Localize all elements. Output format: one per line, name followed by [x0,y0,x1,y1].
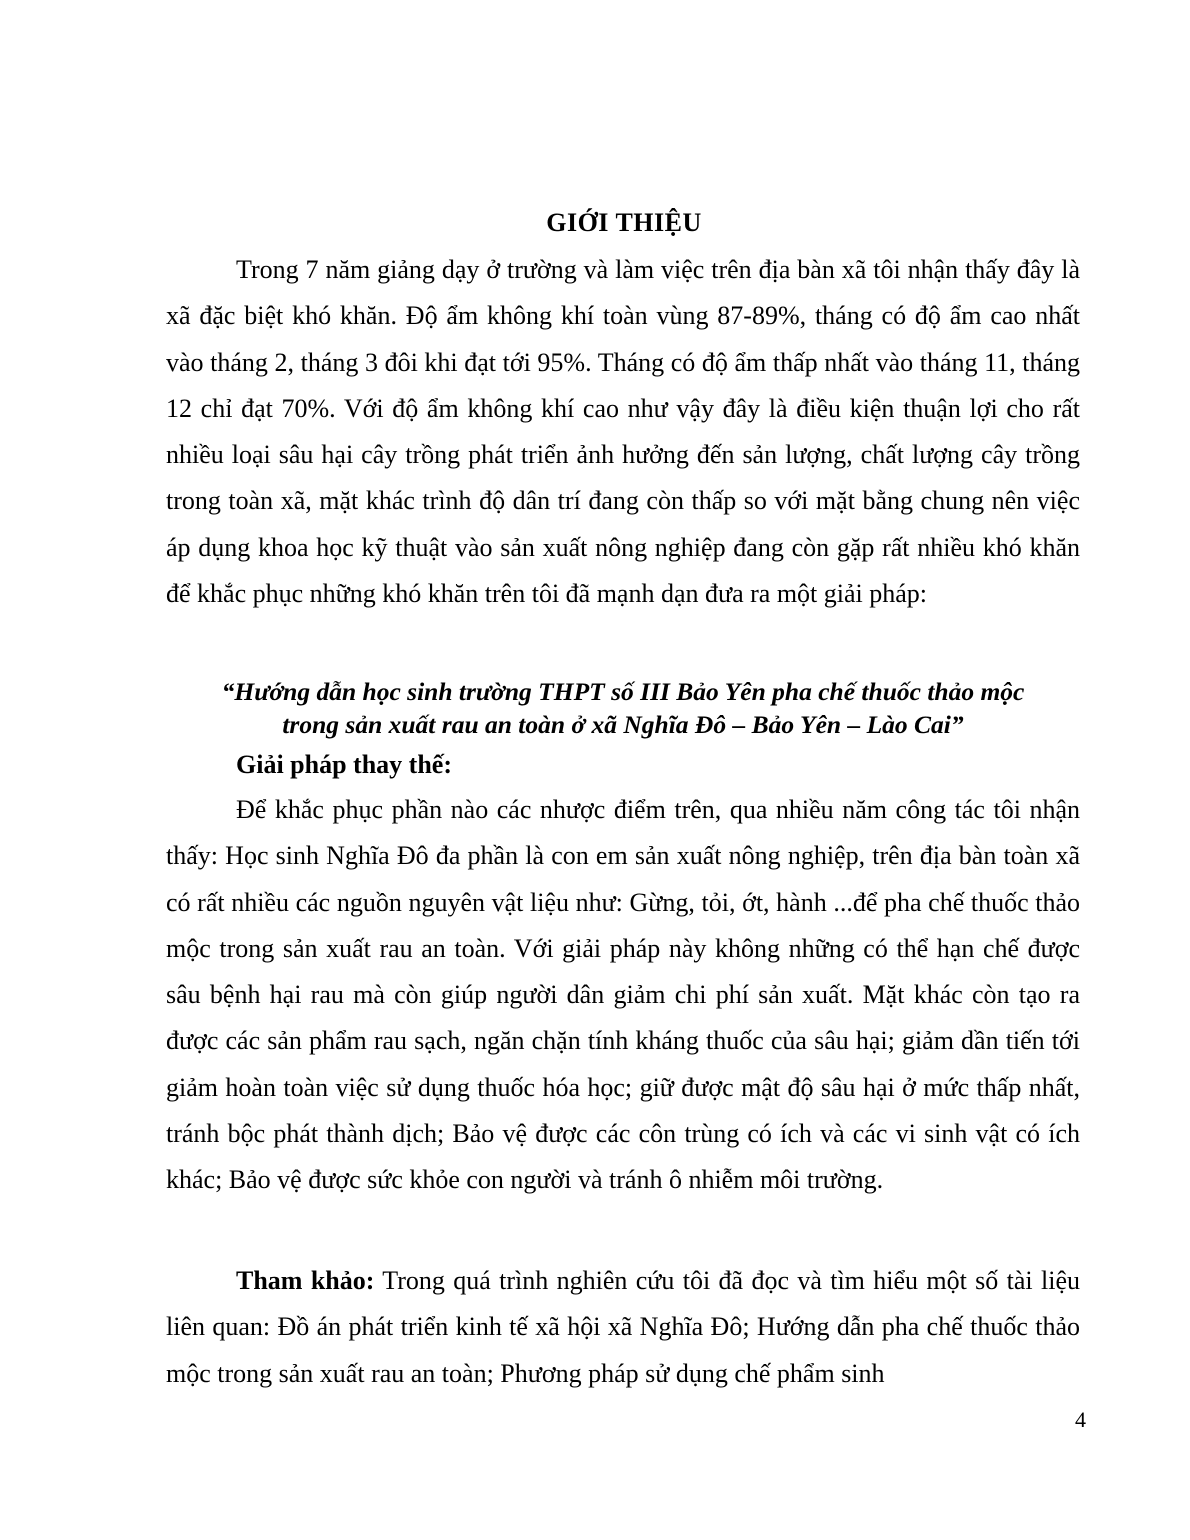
project-title-line-2: trong sản xuất rau an toàn ở xã Nghĩa Đô – Bảo Yên – Lào Cai” [282,710,964,739]
reference-text: Trong quá trình nghiên cứu tôi đã đọc và tìm hiểu một số tài liệu liên quan: Đồ án phát triển kinh tế xã hội xã Nghĩa Đô; Hướng dẫn pha chế thuốc thảo mộc trong sản xuất rau an toàn; Phương pháp sử dụng chế phẩm sinh [166,1266,1080,1388]
reference-label: Tham khảo: [236,1266,375,1295]
reference-paragraph [166,1258,1080,1397]
page-title: GIỚI THIỆU [546,208,702,237]
alternative-paragraph: Để khắc phục phần nào các nhược điểm trên, qua nhiều năm công tác tôi nhận thấy: Học sinh Nghĩa Đô đa phần là con em sản xuất nông nghiệp, trên địa bàn toàn xã có rất nhiều các nguồn nguyên vật liệu như: Gừng, tỏi, ớt, hành ...để pha chế thuốc thảo mộc trong sản xuất rau an toàn. Với giải pháp này không những có thể hạn chế được sâu bệnh hại rau mà còn giúp người dân giảm chi phí sản xuất. Mặt khác còn tạo ra được các sản phẩm rau sạch, ngăn chặn tính kháng thuốc của sâu hại; giảm dần tiến tới giảm hoàn toàn việc sử dụng thuốc hóa học; giữ được mật độ sâu hại ở mức thấp nhất, tránh bộc phát thành dịch; Bảo vệ được các côn trùng có ích và các vi sinh vật có ích khác; Bảo vệ được sức khỏe con người và tránh ô nhiễm môi trường. [166,795,1080,1195]
project-title-line-1: “Hướng dẫn học sinh trường THPT số III Bảo Yên pha chế thuốc thảo mộc [221,677,1025,706]
page-number: 4 [1075,1407,1086,1432]
alternative-heading: Giải pháp thay thế: [236,750,452,779]
project-title [166,675,1080,741]
intro-paragraph: Trong 7 năm giảng dạy ở trường và làm việc trên địa bàn xã tôi nhận thấy đây là xã đặc biệt khó khăn. Độ ẩm không khí toàn vùng 87-89%, tháng có độ ẩm cao nhất vào tháng 2, tháng 3 đôi khi đạt tới 95%. Tháng có độ ẩm thấp nhất vào tháng 11, tháng 12 chỉ đạt 70%. Với độ ẩm không khí cao như vậy đây là điều kiện thuận lợi cho rất nhiều loại sâu hại cây trồng phát triển ảnh hưởng đến sản lượng, chất lượng cây trồng trong toàn xã, mặt khác trình độ dân trí đang còn thấp so với mặt bằng chung nên việc áp dụng khoa học kỹ thuật vào sản xuất nông nghiệp đang còn gặp rất nhiều khó khăn để khắc phục những khó khăn trên tôi đã mạnh dạn đưa ra một giải pháp: [166,255,1080,609]
